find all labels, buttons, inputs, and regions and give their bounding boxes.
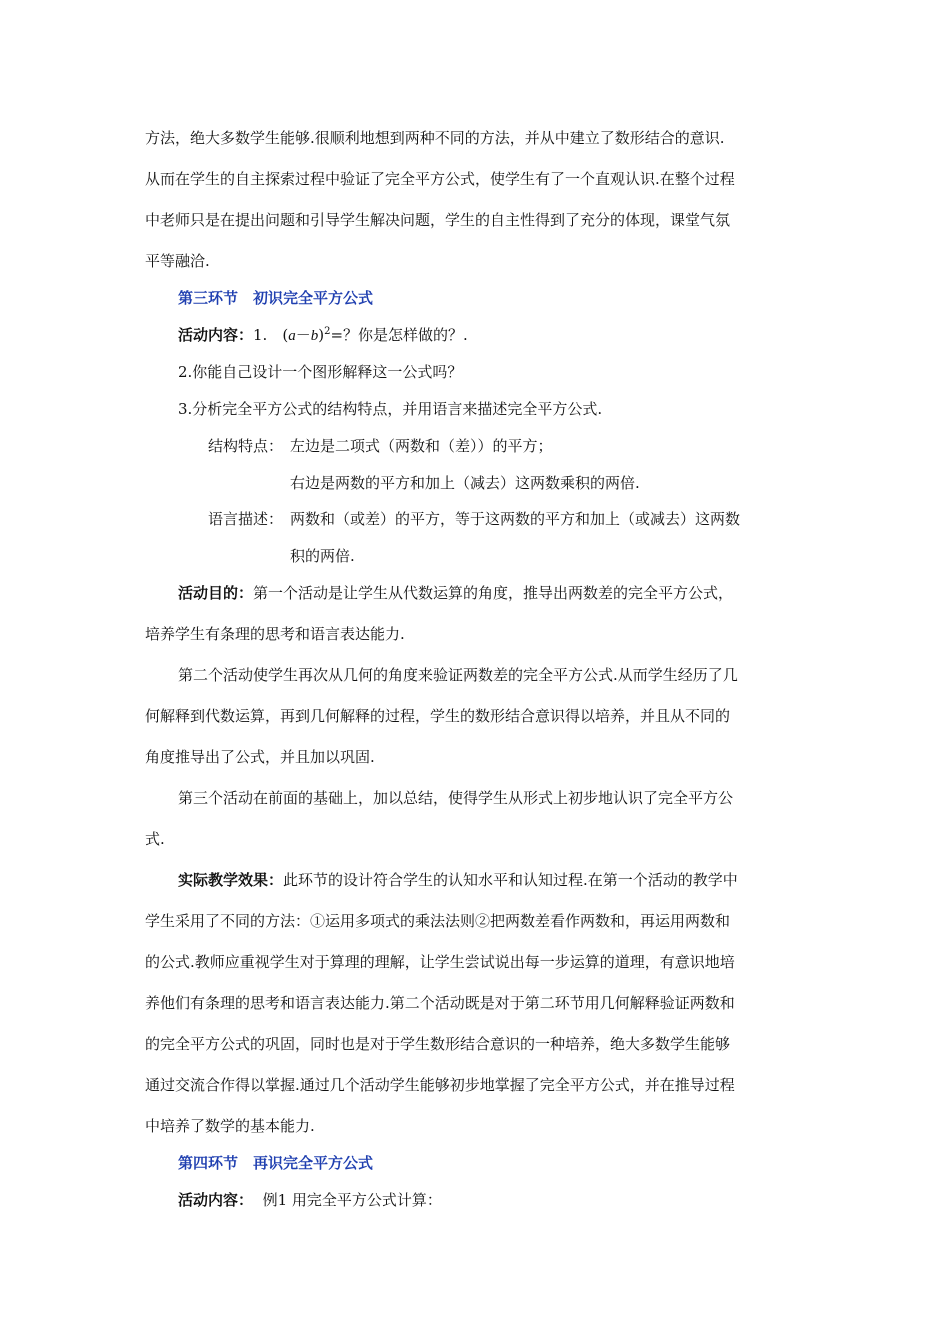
section3-item3: 3.分析完全平方公式的结构特点，并用语言来描述完全平方公式.	[178, 400, 603, 418]
section4-heading: 第四环节 再识完全平方公式	[178, 1154, 374, 1172]
item1-close: )	[318, 326, 325, 344]
section3-content-label: 活动内容：	[178, 326, 254, 344]
effect-line-6: 通过交流合作得以掌握.通过几个活动学生能够初步地掌握了完全平方公式，并在推导过程	[145, 1076, 735, 1094]
language-line-2: 积的两倍.	[290, 547, 355, 565]
second-activity-line-3: 角度推导出了公式，并且加以巩固.	[145, 748, 375, 766]
effect-line-5: 的完全平方公式的巩固，同时也是对于学生数形结合意识的一种培养，绝大多数学生能够	[145, 1035, 731, 1053]
purpose-label: 活动目的：	[178, 584, 254, 602]
effect-line-3: 的公式.教师应重视学生对于算理的理解，让学生尝试说出每一步运算的道理，有意识地培	[145, 953, 735, 971]
language-label: 语言描述：	[208, 510, 284, 528]
effect-text-1: 此环节的设计符合学生的认知水平和认知过程.在第一个活动的教学中	[283, 871, 738, 889]
item1-exponent: 2	[324, 326, 331, 337]
item1-rest: =？你是怎样做的？.	[330, 326, 468, 344]
third-activity-line-2: 式.	[145, 830, 165, 848]
effect-line-4: 养他们有条理的思考和语言表达能力.第二个活动既是对于第二环节用几何解释验证两数和	[145, 994, 735, 1012]
second-activity-line-2: 何解释到代数运算，再到几何解释的过程，学生的数形结合意识得以培养，并且从不同的	[145, 707, 731, 725]
section3-item2: 2.你能自己设计一个图形解释这一公式吗？	[178, 363, 463, 381]
effect-label: 实际教学效果：	[178, 871, 284, 889]
third-activity-line-1: 第三个活动在前面的基础上，加以总结，使得学生从形式上初步地认识了完全平方公	[178, 789, 734, 807]
purpose-text-1: 第一个活动是让学生从代数运算的角度，推导出两数差的完全平方公式，	[253, 584, 734, 602]
item1-var-b: b	[310, 328, 319, 344]
effect-line-1	[178, 870, 738, 890]
section4-content	[178, 1190, 442, 1210]
item1-prefix: 1. (	[253, 326, 289, 344]
structure-label: 结构特点：	[208, 437, 284, 455]
intro-line-4: 平等融洽.	[145, 252, 210, 270]
second-activity-line-1: 第二个活动使学生再次从几何的角度来验证两数差的完全平方公式.从而学生经历了几	[178, 666, 738, 684]
language-line-1: 两数和（或差）的平方，等于这两数的平方和加上（或减去）这两数	[290, 510, 741, 528]
intro-line-1: 方法，绝大多数学生能够.很顺利地想到两种不同的方法，并从中建立了数形结合的意识.	[145, 129, 725, 147]
item1-minus: －	[295, 326, 311, 344]
section4-content-text: 例1 用完全平方公式计算：	[262, 1191, 442, 1209]
purpose-line-1	[178, 583, 733, 603]
structure-line-2: 右边是两数的平方和加上（减去）这两数乘积的两倍.	[290, 474, 640, 492]
effect-line-2: 学生采用了不同的方法：①运用多项式的乘法法则②把两数差看作两数和，再运用两数和	[145, 912, 731, 930]
intro-line-2: 从而在学生的自主探索过程中验证了完全平方公式，使学生有了一个直观认识.在整个过程	[145, 170, 735, 188]
section4-content-label: 活动内容：	[178, 1191, 254, 1209]
item1-var-a: a	[288, 328, 296, 344]
effect-line-7: 中培养了数学的基本能力.	[145, 1117, 315, 1135]
intro-line-3: 中老师只是在提出问题和引导学生解决问题，学生的自主性得到了充分的体现，课堂气氛	[145, 211, 731, 229]
section3-item1	[178, 325, 468, 346]
structure-line-1: 左边是二项式（两数和（差））的平方；	[290, 437, 553, 455]
section3-heading: 第三环节 初识完全平方公式	[178, 289, 374, 307]
purpose-line-2: 培养学生有条理的思考和语言表达能力.	[145, 625, 405, 643]
